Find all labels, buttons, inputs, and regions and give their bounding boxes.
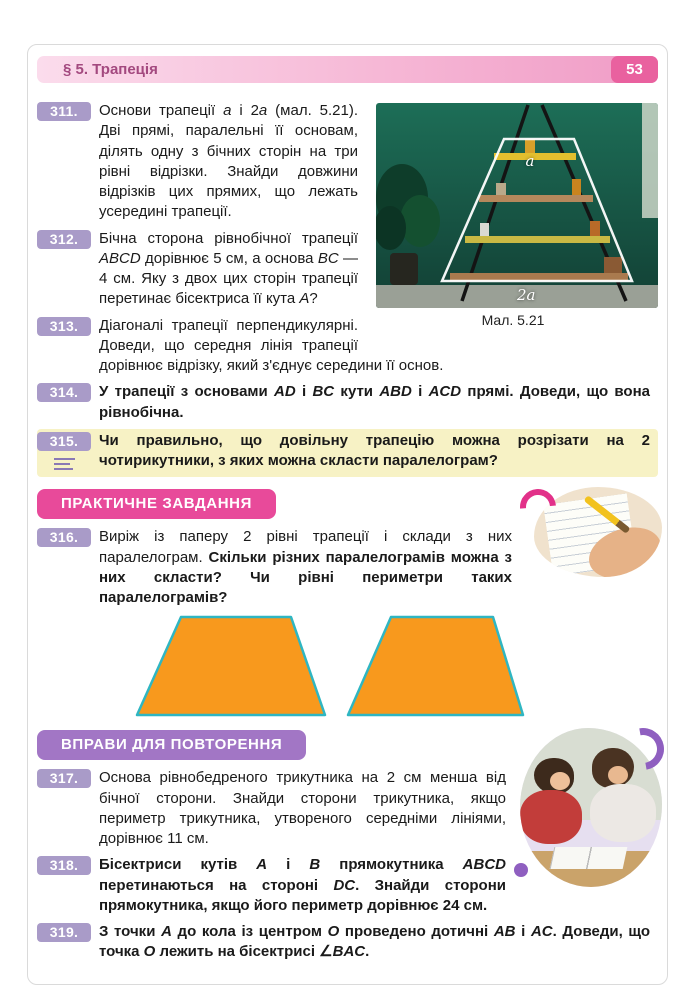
problem-number-badge: 316. <box>37 528 91 547</box>
problem-text: Бісектриси кутів A і B прямокутника ABCD перетинаються на стороні DC. Знайди сторони прямокутника, якщо його периметр дорівнює 24 см. <box>99 856 506 914</box>
problem-317 <box>37 768 658 849</box>
problem-number-badge: 312. <box>37 230 91 249</box>
problem-text: У трапеції з основами AD і BC кути ABD і ACD прямі. Доведи, що вона рівнобічна. <box>99 383 650 421</box>
practical-banner: ПРАКТИЧНЕ ЗАВДАННЯ <box>37 489 276 519</box>
problem-314 <box>37 382 658 423</box>
problem-text: Чи правильно, що довільну трапецію можна розрізати на 2 чотирикутники, з яких можна скласти паралелограм? <box>99 431 650 469</box>
problem-313 <box>37 316 658 377</box>
problem-text: Основа рівнобедреного трикутника на 2 см менша від бічної сторони. Знайди сторони трикутника, якщо периметр трикутника, утвореного середніми лініями, дорівнює 11 см. <box>99 769 506 847</box>
figure-bottom-label: 2a <box>517 285 536 304</box>
page-header <box>37 56 658 83</box>
handwriting-icon <box>53 456 77 472</box>
problem-number-badge: 314. <box>37 383 91 402</box>
problem-number-badge: 313. <box>37 317 91 336</box>
problem-311 <box>37 101 658 223</box>
problem-312 <box>37 229 658 310</box>
page-content <box>37 101 658 978</box>
problem-text: З точки A до кола із центром O проведено дотичні AB і AC. Доведи, що точка O лежить на бісектрисі ∠BAC. <box>99 923 651 961</box>
trapezoid-figures <box>133 614 658 718</box>
problem-318 <box>37 855 658 916</box>
figure-caption: Мал. 5.21 <box>481 312 545 328</box>
trapezoid-shape-2 <box>345 614 527 718</box>
page-number: 53 <box>611 56 658 83</box>
problem-number-badge: 315. <box>37 432 91 451</box>
trapezoid-shape-1 <box>133 614 329 718</box>
section-title: § 5. Трапеція <box>63 61 158 78</box>
problem-number-badge: 318. <box>37 856 91 875</box>
figure-top-label: a <box>525 152 535 170</box>
problem-315 <box>37 429 658 478</box>
review-banner: ВПРАВИ ДЛЯ ПОВТОРЕННЯ <box>37 730 306 760</box>
problem-text: Діагоналі трапеції перпендикулярні. Доведи, що середня лінія трапеції дорівнює відрізку, який з'єднує середини її основ. <box>99 316 444 374</box>
problem-text: Основи трапеції a і 2a (мал. 5.21). Дві прямі, паралельні її основам, ділять одну з бічних сторін на три рівні відрізки. Знайди довжини відрізків цих прямих, що лежать усередині трапеції. <box>99 102 359 221</box>
problem-number-badge: 311. <box>37 102 91 121</box>
problem-319 <box>37 922 658 963</box>
page-body <box>27 44 668 985</box>
problem-number-badge: 319. <box>37 923 91 942</box>
problem-number-badge: 317. <box>37 769 91 788</box>
problem-text: Бічна сторона рівнобічної трапеції ABCD дорівнює 5 см, а основа BC — 4 см. Яку з двох цих сторін трапеції перетинає бісектриса її кута A? <box>99 229 358 308</box>
problem-316 <box>37 527 658 608</box>
problem-text: Виріж із паперу 2 рівні трапеції і склади з них паралелограм. Скільки різних паралелограмів можна з них скласти? Чи рівні периметри таких паралелограмів? <box>99 528 513 606</box>
